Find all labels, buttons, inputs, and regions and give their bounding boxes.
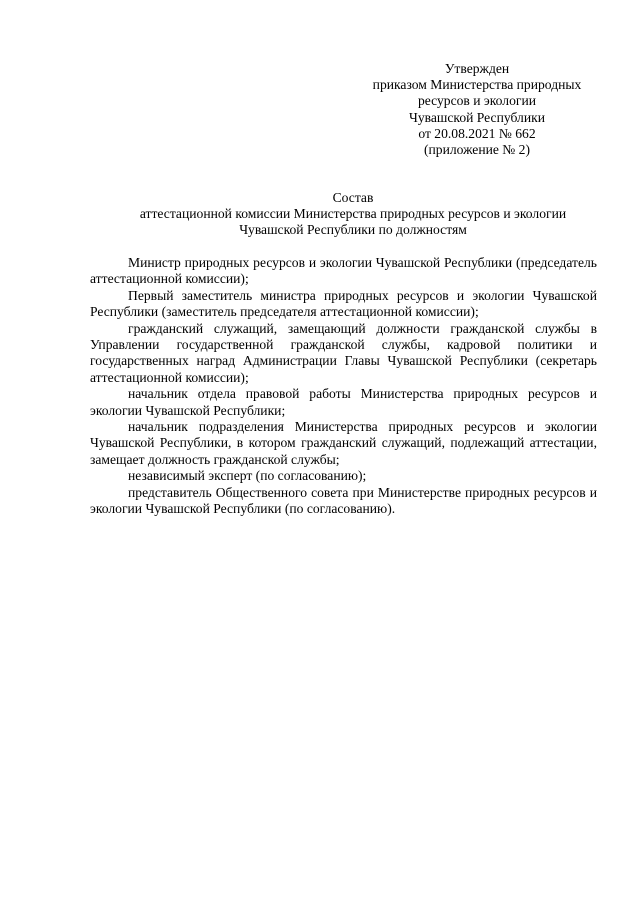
commission-members-list: [90, 255, 597, 518]
approval-appendix: (приложение № 2): [423, 142, 531, 158]
document-title: [90, 190, 616, 238]
approval-stamp: [352, 61, 602, 158]
member-item: Первый заместитель министра природных ресурсов и экологии Чувашской Республики (заместитель председателя аттестационной комиссии);: [90, 287, 597, 320]
approval-line: Чувашской Республики: [409, 109, 545, 125]
title-line: Состав: [332, 190, 374, 205]
member-item: начальник подразделения Министерства природных ресурсов и экологии Чувашской Республики, в котором гражданский служащий, подлежащий аттестации, замещает должность гражданской службы;: [90, 419, 597, 467]
approval-line: Утвержден: [444, 61, 510, 76]
approval-line: ресурсов и экологии: [417, 93, 536, 109]
approval-order-date: от 20.08.2021 № 662: [418, 125, 536, 141]
member-item: Министр природных ресурсов и экологии Чувашской Республики (председатель аттестационной комиссии);: [90, 255, 597, 287]
title-line: Чувашской Республики по должностям: [239, 222, 467, 237]
member-item: начальник отдела правовой работы Министерства природных ресурсов и экологии Чувашской Республики;: [90, 386, 597, 418]
member-item: независимый эксперт (по согласованию);: [128, 468, 367, 484]
member-item: гражданский служащий, замещающий должности гражданской службы в Управлении государственной гражданской службы, кадровой политики и государственных наград Администрации Главы Чувашской Республики (секретарь аттестационной комиссии);: [90, 320, 597, 385]
approval-line: приказом Министерства природных: [372, 77, 582, 93]
title-line: аттестационной комиссии Министерства природных ресурсов и экологии: [139, 206, 567, 221]
member-item: представитель Общественного совета при Министерстве природных ресурсов и экологии Чувашской Республики (по согласованию).: [90, 484, 597, 517]
